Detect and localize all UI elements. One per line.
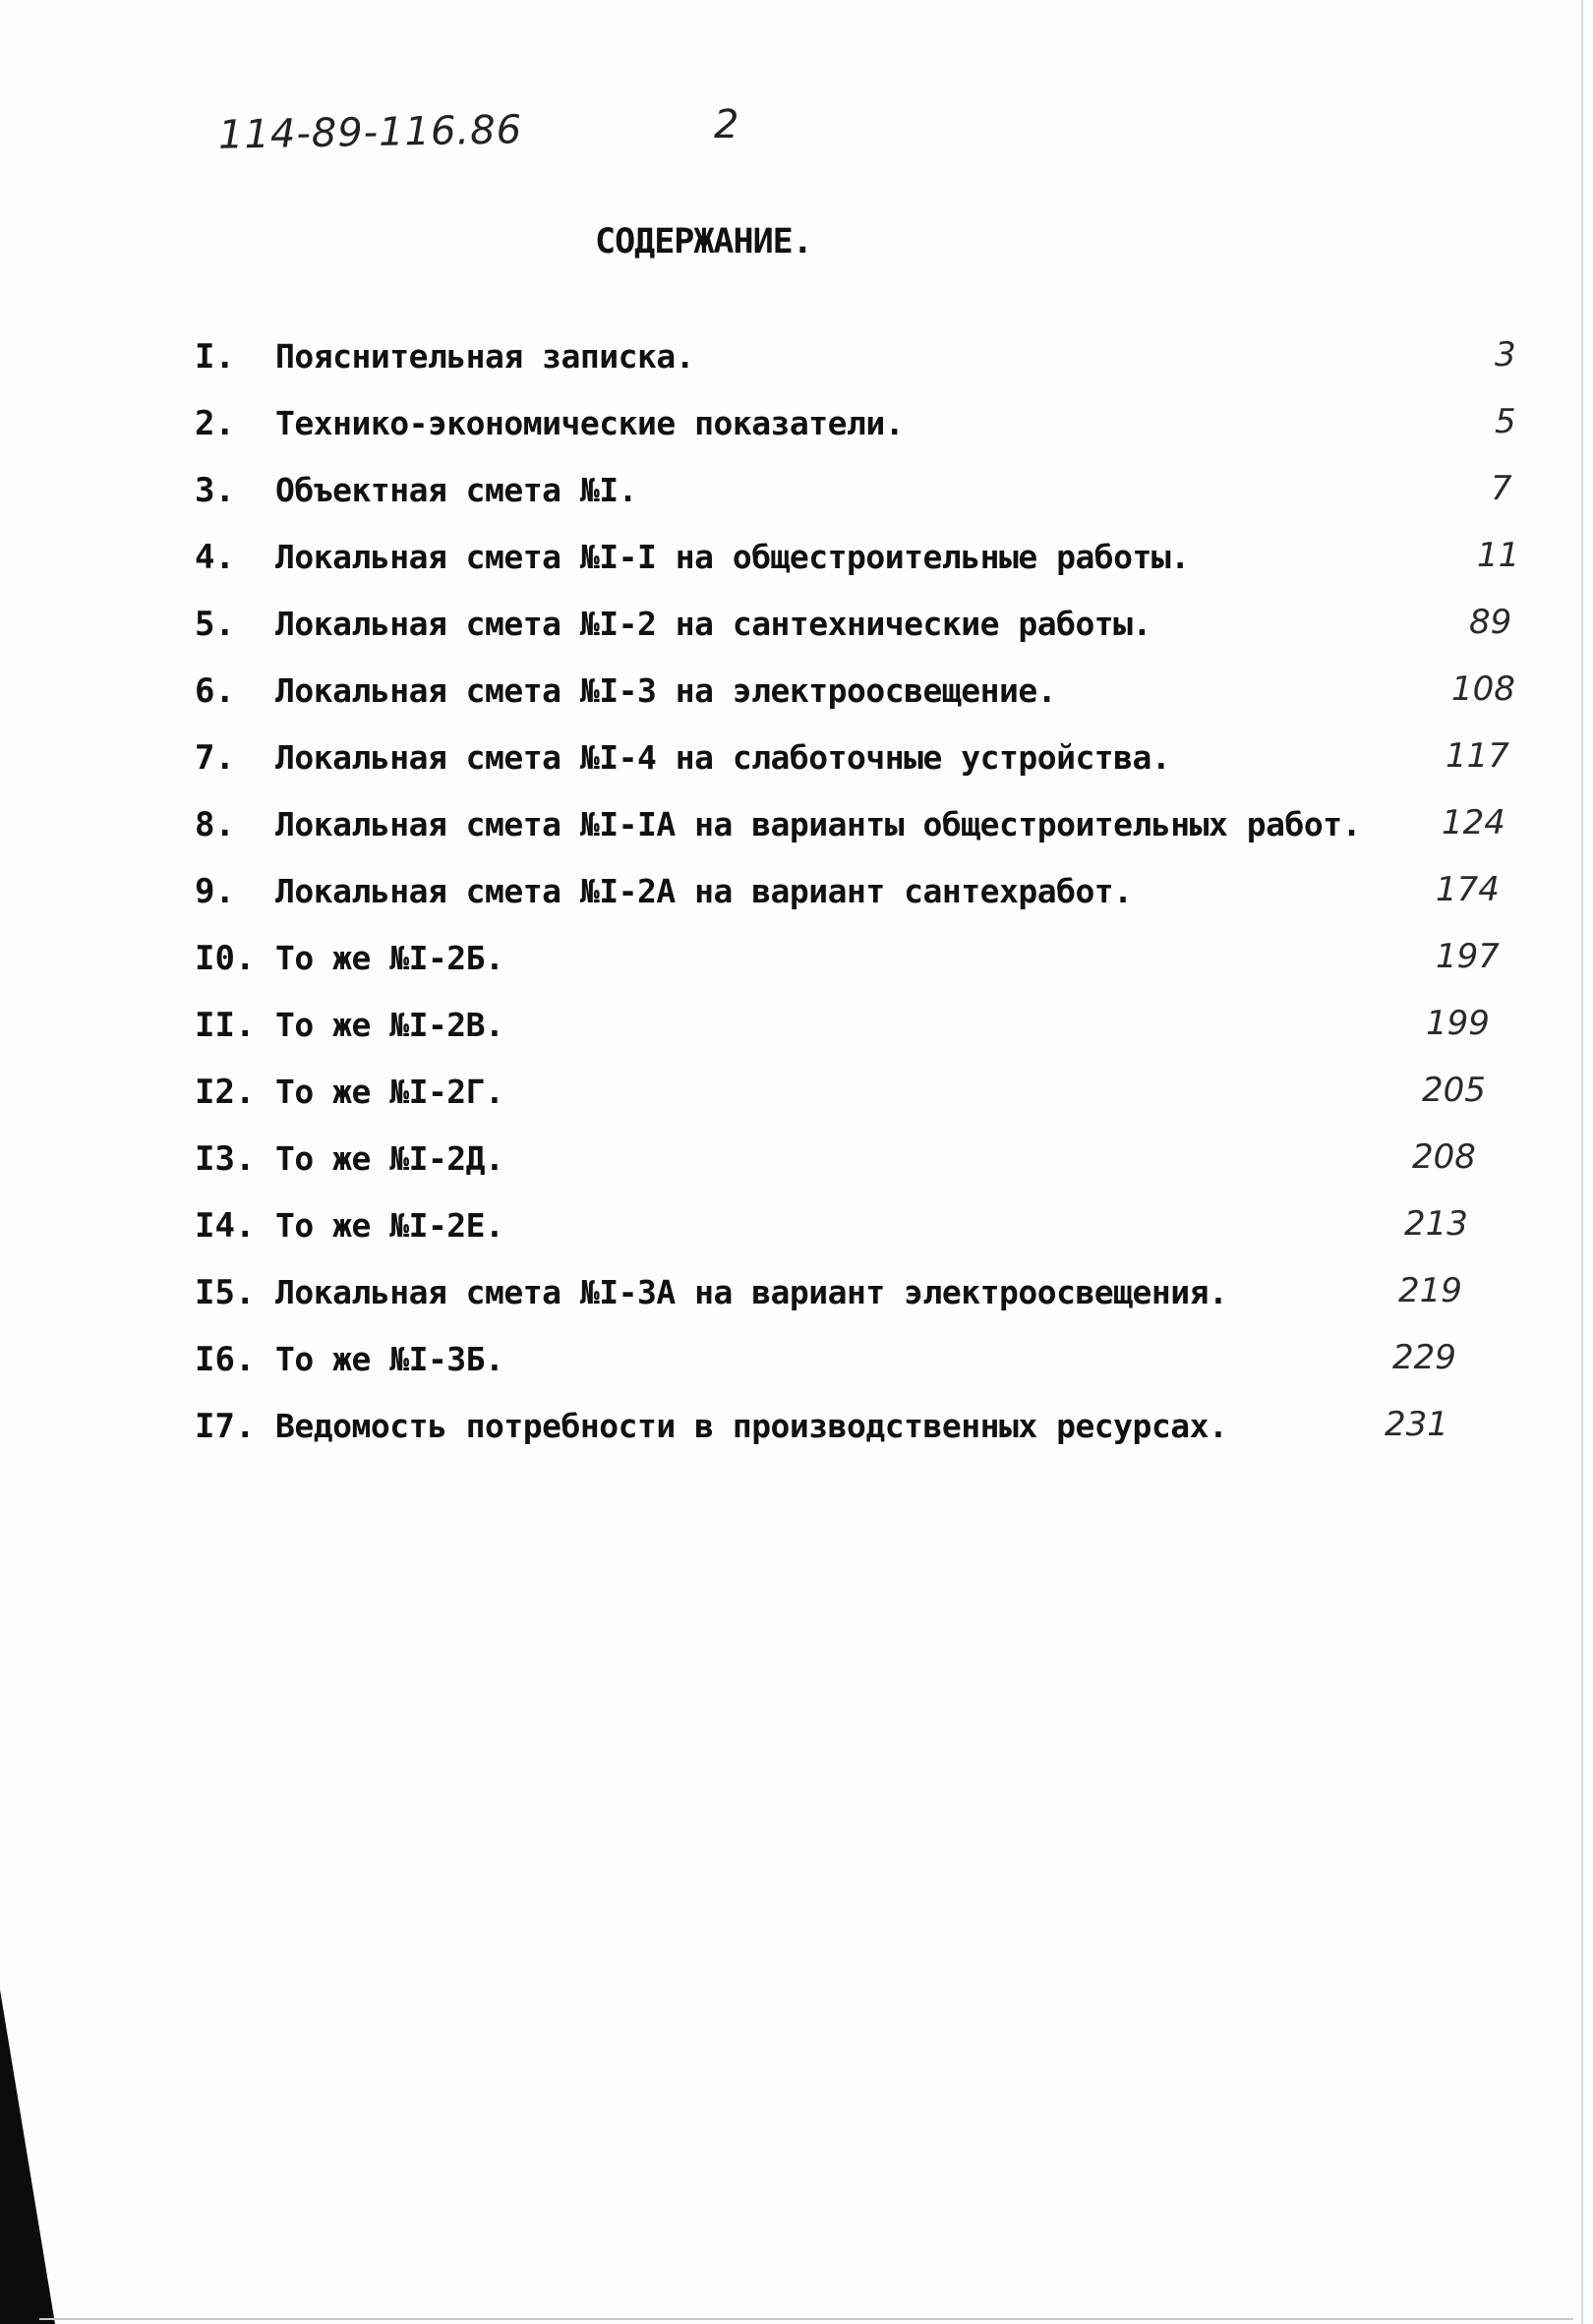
entry-number: I. — [195, 337, 235, 377]
toc-entry-5 — [195, 605, 1532, 671]
toc-entry-9 — [195, 872, 1532, 939]
scan-edge-shadow — [0, 1990, 55, 2324]
toc-entry-3 — [195, 471, 1532, 538]
entry-title: То же №I-2Б. — [275, 939, 504, 977]
toc-entry-16 — [195, 1340, 1532, 1407]
entry-page-number: 89 — [1469, 603, 1512, 642]
entry-page-number: 199 — [1426, 1004, 1490, 1043]
entry-number: 8. — [195, 805, 235, 844]
entry-page-number: 5 — [1495, 402, 1516, 441]
entry-number: 3. — [195, 471, 235, 510]
entry-page-number: 197 — [1436, 937, 1500, 976]
entry-number: II. — [195, 1006, 256, 1045]
entry-number: 9. — [195, 872, 235, 911]
toc-entry-1 — [195, 337, 1532, 404]
scan-bottom-line — [39, 2318, 1573, 2320]
toc-entry-15 — [195, 1273, 1532, 1340]
table-of-contents — [195, 337, 1532, 1474]
entry-page-number: 219 — [1398, 1271, 1462, 1310]
toc-entry-4 — [195, 538, 1532, 605]
toc-entry-13 — [195, 1139, 1532, 1206]
entry-number: 2. — [195, 404, 235, 443]
contents-title: СОДЕРЖАНИЕ. — [595, 222, 812, 261]
entry-page-number: 3 — [1495, 335, 1516, 375]
page-number: 2 — [714, 102, 739, 147]
entry-title: Локальная смета №I-IA на варианты общестроительных работ. — [275, 805, 1361, 843]
entry-title: Локальная смета №I-I на общестроительные работы. — [275, 538, 1190, 576]
entry-title: Технико-экономические показатели. — [275, 404, 905, 442]
entry-number: I2. — [195, 1073, 256, 1112]
entry-title: То же №I-2В. — [275, 1006, 504, 1044]
entry-title: Локальная смета №I-2 на сантехнические работы. — [275, 605, 1151, 643]
entry-title: Локальная смета №I-4 на слаботочные устройства. — [275, 738, 1171, 777]
entry-page-number: 11 — [1477, 536, 1520, 575]
entry-number: I7. — [195, 1407, 256, 1446]
entry-title: То же №I-3Б. — [275, 1340, 504, 1378]
entry-title: Локальная смета №I-3 на электроосвещение. — [275, 671, 1057, 710]
toc-entry-11 — [195, 1006, 1532, 1073]
entry-number: 4. — [195, 538, 235, 577]
entry-number: I4. — [195, 1206, 256, 1246]
entry-title: Ведомость потребности в производственных ресурсах. — [275, 1407, 1228, 1445]
entry-number: I3. — [195, 1139, 256, 1179]
entry-number: 5. — [195, 605, 235, 644]
entry-number: I6. — [195, 1340, 256, 1379]
entry-page-number: 208 — [1412, 1137, 1476, 1177]
toc-entry-6 — [195, 671, 1532, 738]
entry-number: 6. — [195, 671, 235, 711]
entry-page-number: 108 — [1451, 669, 1515, 709]
entry-number: 7. — [195, 738, 235, 778]
toc-entry-8 — [195, 805, 1532, 872]
entry-page-number: 124 — [1442, 803, 1505, 842]
entry-number: I5. — [195, 1273, 256, 1312]
entry-page-number: 229 — [1392, 1338, 1456, 1377]
toc-entry-10 — [195, 939, 1532, 1006]
entry-page-number: 213 — [1404, 1204, 1468, 1244]
entry-title: Локальная смета №I-3A на вариант электроосвещения. — [275, 1273, 1228, 1311]
entry-page-number: 174 — [1436, 870, 1500, 909]
entry-page-number: 117 — [1446, 736, 1509, 776]
toc-entry-7 — [195, 738, 1532, 805]
entry-title: Объектная смета №I. — [275, 471, 637, 509]
toc-entry-2 — [195, 404, 1532, 471]
entry-title: То же №I-2Г. — [275, 1073, 504, 1111]
toc-entry-14 — [195, 1206, 1532, 1273]
entry-page-number: 205 — [1422, 1071, 1486, 1110]
document-code: 114-89-116.86 — [217, 107, 523, 158]
toc-entry-17 — [195, 1407, 1532, 1474]
scan-edge-line — [1581, 0, 1583, 2324]
entry-title: Пояснительная записка. — [275, 337, 695, 376]
entry-page-number: 7 — [1491, 469, 1512, 508]
entry-title: То же №I-2Е. — [275, 1206, 504, 1245]
entry-title: То же №I-2Д. — [275, 1139, 504, 1178]
toc-entry-12 — [195, 1073, 1532, 1139]
entry-page-number: 231 — [1385, 1405, 1448, 1444]
entry-number: I0. — [195, 939, 256, 978]
entry-title: Локальная смета №I-2A на вариант сантехработ. — [275, 872, 1133, 910]
